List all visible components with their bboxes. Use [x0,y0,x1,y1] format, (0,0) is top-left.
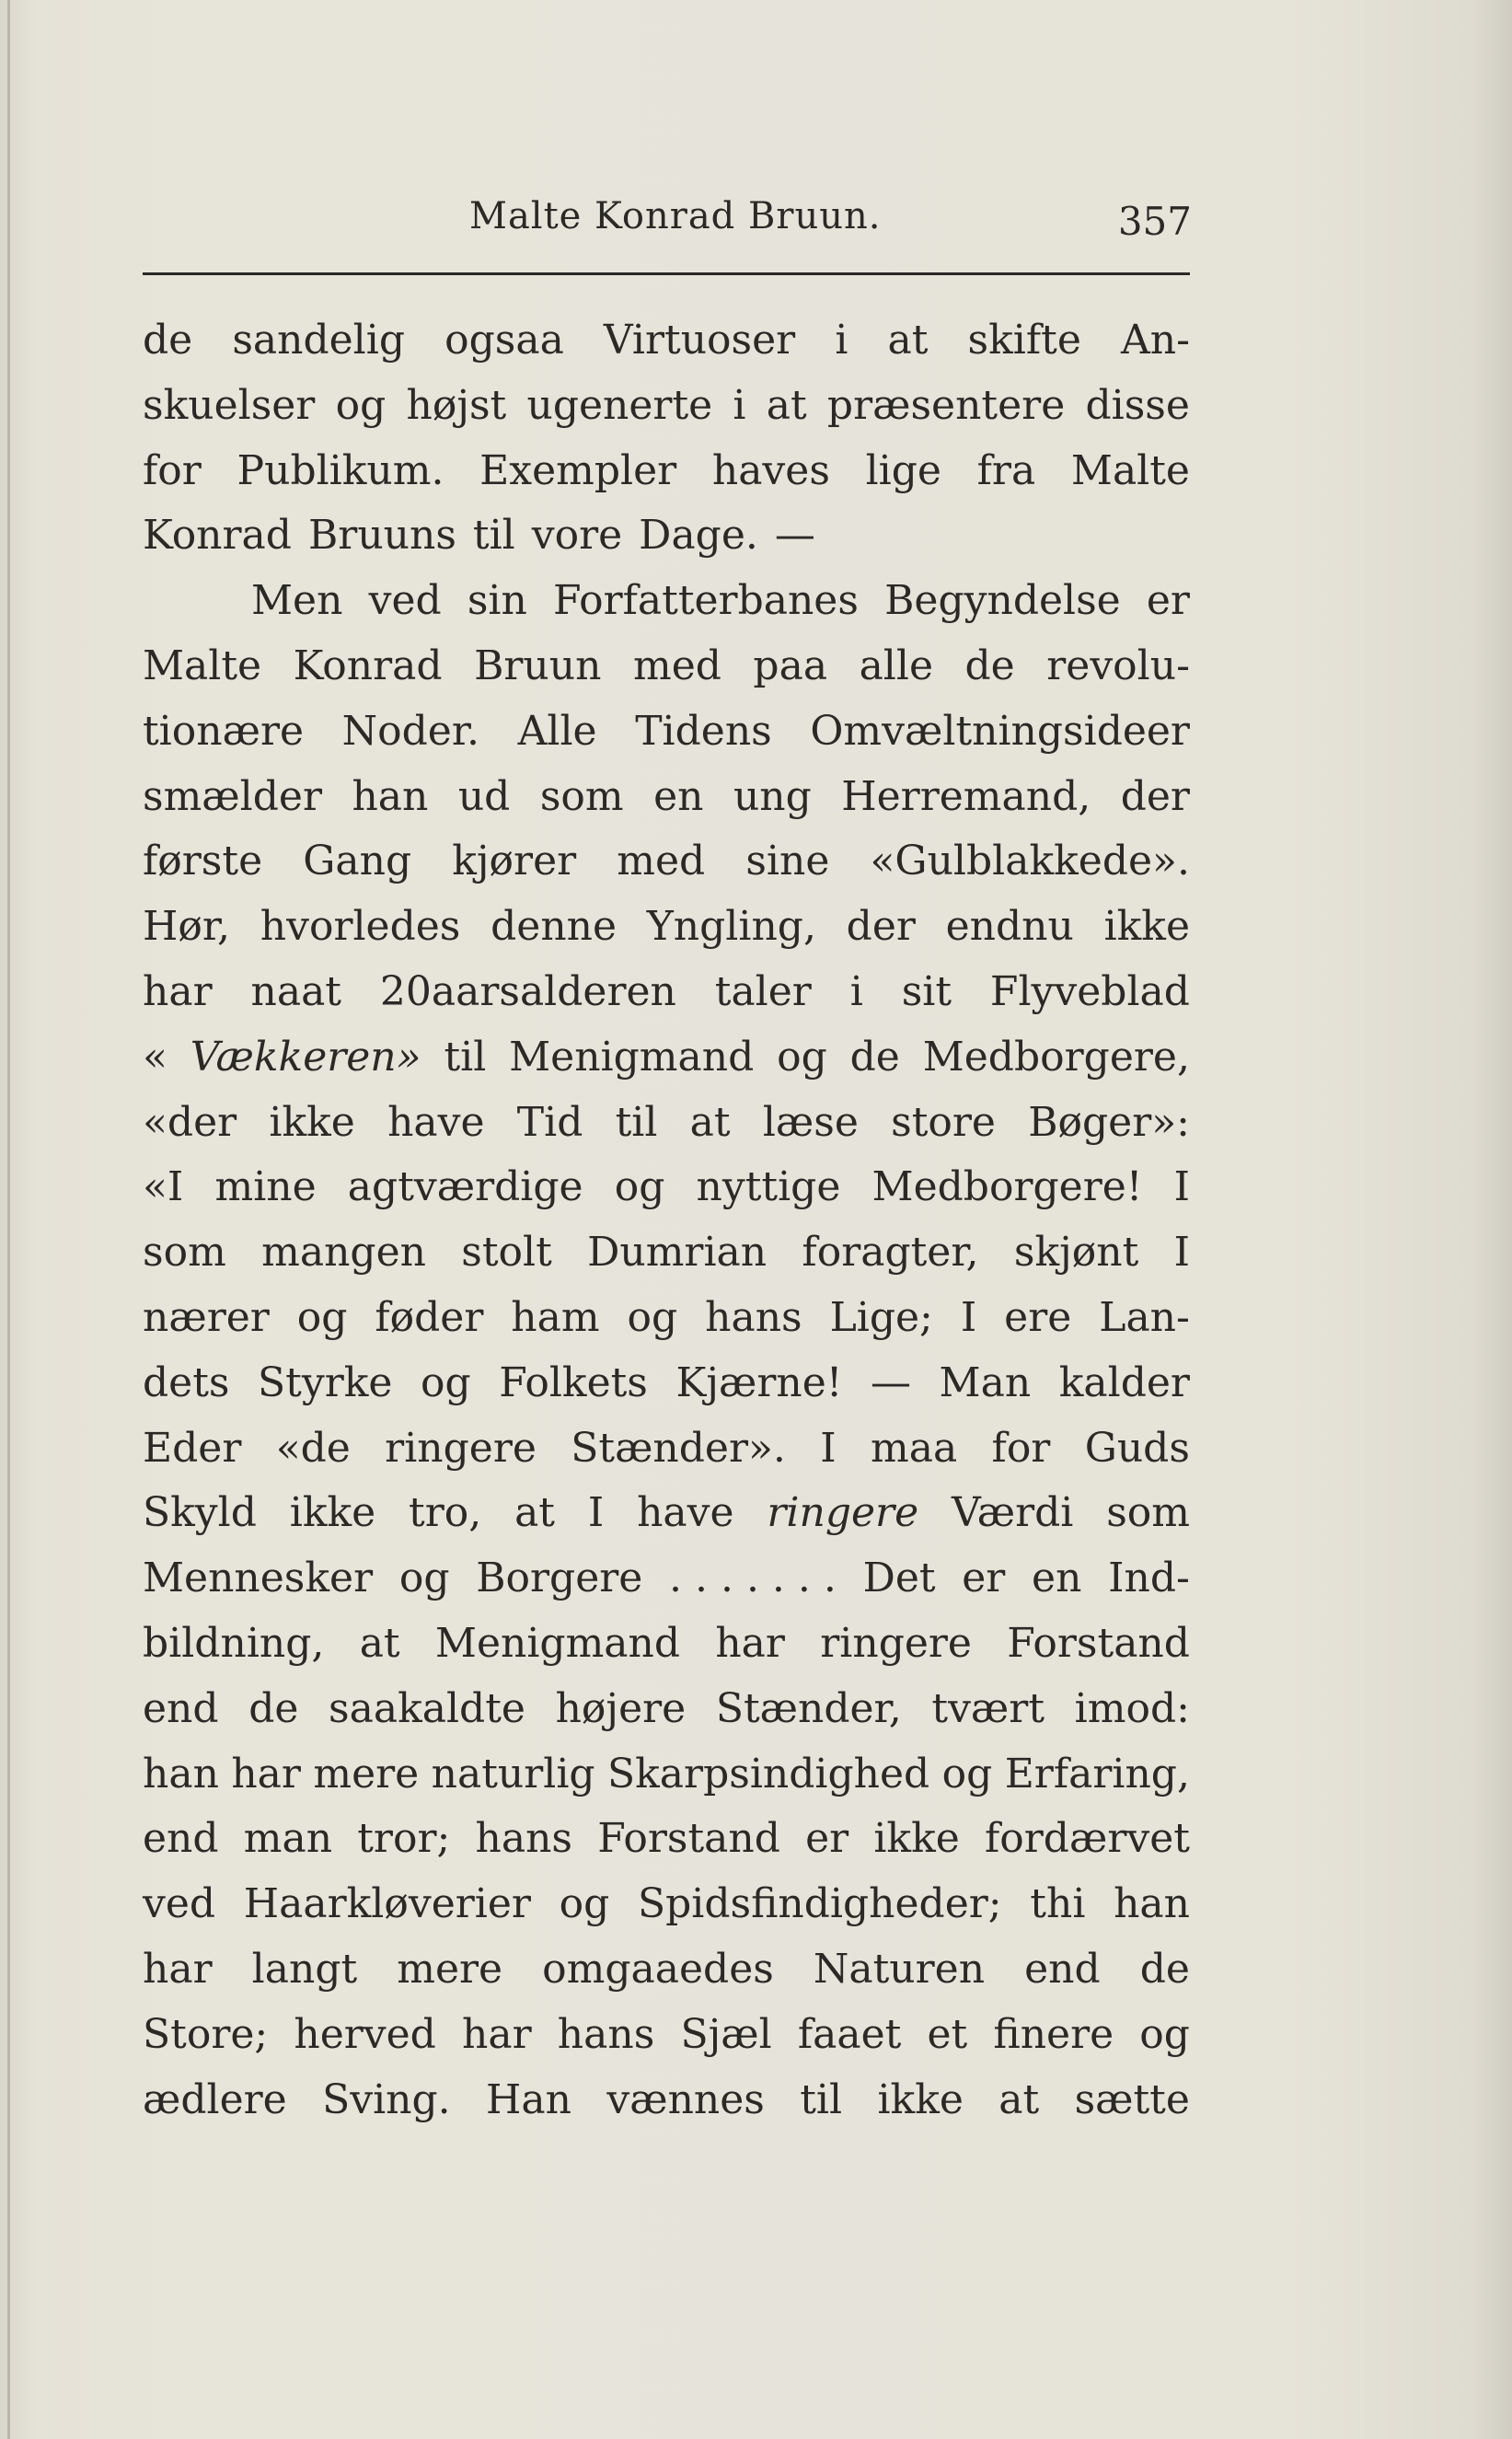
word: faaet [797,2010,902,2058]
text-line [143,1091,1190,1156]
text-line [143,569,1190,634]
word: Erfaring, [1004,1750,1190,1797]
word: Spidsfindigheder; [637,1880,1002,1928]
text-line [143,634,1190,699]
page-number: 357 [1117,199,1192,244]
word: ud [457,772,511,820]
word: vænnes [606,2075,765,2123]
word: Det [862,1555,936,1602]
word: Borgere [476,1555,643,1602]
word: Sjæl [680,2010,772,2058]
word: Herremand, [841,772,1091,820]
text-line [143,1416,1190,1482]
word: ikke [1103,903,1190,951]
word: og [296,1293,348,1341]
word: ham [511,1293,600,1341]
word: for [991,1424,1051,1472]
word: maa [871,1424,958,1472]
word: have [637,1489,734,1537]
word: de [1139,1945,1190,1993]
word: paa [753,642,828,689]
page-edge [7,0,10,2439]
word: I [587,1489,605,1537]
word: «der [143,1098,237,1146]
text-line [143,765,1190,830]
word: de [143,317,193,364]
word: sin [467,577,527,625]
word: Konrad [143,512,292,560]
word: Alle [517,707,597,755]
word: og [777,1033,827,1081]
word: Værdi [951,1489,1074,1537]
word: tror; [357,1815,451,1863]
word: «Gulblakkede». [870,838,1190,885]
word: I [960,1293,977,1341]
word: Konrad [293,642,443,689]
word: Menigmand [509,1033,755,1081]
word: at [359,1619,400,1667]
word: og [335,381,387,429]
word: Noder. [341,707,480,755]
word: Omvæltningsideer [810,707,1190,755]
word: Haarkløverier [243,1880,531,1928]
word: — [774,512,815,560]
word: Folkets [499,1358,648,1406]
word: Forstand [597,1815,780,1863]
text-line [143,895,1190,960]
word: Malte [1070,446,1190,494]
word: Publikum. [237,446,444,494]
word: han [143,1750,219,1797]
word: ringere [385,1424,537,1472]
word: er [1146,577,1190,625]
word: end [143,1684,219,1732]
word: have [387,1098,485,1146]
word: Vækkeren» [190,1033,421,1081]
word: har [462,2010,532,2058]
word: til [615,1098,658,1146]
word: ædlere [143,2075,287,2123]
text-line [143,439,1190,504]
word: Lige; [829,1293,933,1341]
word: at [766,381,807,429]
word: er [805,1815,849,1863]
word: Sving. [322,2075,451,2123]
word: Dage. [639,512,758,560]
word: føder [375,1293,484,1341]
word: bildning, [143,1619,325,1667]
word: har [143,1945,213,1993]
word: en [653,772,704,820]
word: med [632,642,721,689]
word: at [887,317,929,364]
word: tvært [931,1684,1045,1732]
word: revolu- [1046,642,1190,689]
word: sine [745,838,830,885]
word: Guds [1084,1424,1190,1472]
text-line [143,829,1190,895]
word: har [231,1750,301,1797]
word: herved [294,2010,436,2058]
word: denne [491,903,617,951]
text-line [143,1481,1190,1546]
word: til [800,2075,843,2123]
word: Men [251,577,343,625]
word: højere [555,1684,687,1732]
word: der [1120,772,1190,820]
word: og [627,1293,678,1341]
word: Skarpsindighed [607,1750,930,1797]
word: Lan- [1099,1293,1190,1341]
word: Medborgere, [922,1033,1190,1081]
word: vore [531,512,623,560]
text-line [143,1351,1190,1416]
word: Forstand [1007,1619,1190,1667]
word: nærer [143,1293,270,1341]
word: som [143,1229,226,1277]
word: har [715,1619,785,1667]
word: fra [976,446,1036,494]
word: omgaaedes [542,1945,774,1993]
text-line [143,1677,1190,1742]
word: « [143,1033,167,1081]
word: agtværdige [347,1163,583,1211]
word: i [733,381,746,429]
word: Hør, [143,903,231,951]
word: de [964,642,1015,689]
word: naat [250,967,341,1015]
word: taler [714,967,812,1015]
word: Stænder». [571,1424,786,1472]
text-line [143,1872,1190,1937]
word: «de [275,1424,351,1472]
word: ikke [269,1098,355,1146]
word: i [835,317,848,364]
text-line [143,1742,1190,1808]
word: sandelig [232,317,405,364]
running-title: Malte Konrad Bruun. [469,195,882,237]
word: store [891,1098,996,1146]
word: man [243,1815,333,1863]
word: stolt [461,1229,552,1277]
running-head [143,195,1192,250]
text-line [143,1286,1190,1351]
word: til [444,1033,487,1081]
word: hans [475,1815,573,1863]
word: som [1106,1489,1190,1537]
word: mere [397,1945,503,1993]
text-line [143,2003,1190,2068]
word: med [617,838,706,885]
word: at [514,1489,555,1537]
word: Bruuns [307,512,456,560]
text-line [143,960,1190,1025]
word: finere [993,2010,1114,2058]
text-line [143,1220,1190,1286]
text-line [143,374,1190,439]
word: skuelser [143,381,316,429]
word: naturlig [431,1750,595,1797]
word: haves [711,446,830,494]
word: Forfatterbanes [552,577,859,625]
word: mere [313,1750,420,1797]
header-rule [143,272,1190,275]
word: der [846,903,916,951]
word: ere [1004,1293,1072,1341]
word: ikke [289,1489,376,1537]
word: Bruun [474,642,602,689]
word: og [941,1750,993,1797]
word: et [927,2010,968,2058]
word: og [559,1880,610,1928]
word: tro, [409,1489,482,1537]
word: disse [1085,381,1190,429]
word: hvorledes [260,903,461,951]
word: I [820,1424,837,1472]
word: kjører [452,838,577,885]
word: sit [901,967,952,1015]
text-line [143,2068,1190,2133]
text-line [143,1155,1190,1220]
word: præsentere [826,381,1066,429]
word: I [1173,1163,1190,1211]
text-line [143,1937,1190,2003]
word: alle [859,642,933,689]
word: kalder [1058,1358,1190,1406]
word: mine [214,1163,317,1211]
word: Menigmand [434,1619,681,1667]
word: . . . . . . . [669,1555,837,1602]
word: Stænder, [715,1684,902,1732]
word: han [1114,1880,1190,1928]
word: end [1024,1945,1101,1993]
word: skifte [967,317,1081,364]
word: ikke [877,2075,964,2123]
word: og [1139,2010,1190,2058]
word: sætte [1074,2075,1190,2123]
word: Bøger»: [1028,1098,1190,1146]
word: som [539,772,624,820]
word: Man [939,1358,1032,1406]
text-line [143,1807,1190,1872]
text-line [143,1612,1190,1677]
word: at [689,1098,731,1146]
word: Mennesker [143,1555,374,1602]
word: end [143,1815,219,1863]
word: Eder [143,1424,242,1472]
word: Tidens [635,707,772,755]
word: An- [1120,317,1190,364]
word: imod: [1074,1684,1190,1732]
word: de [849,1033,900,1081]
text-line [143,503,1190,569]
word: smælder [143,772,322,820]
word: 20aarsalderen [379,967,676,1015]
word: ringere [767,1489,919,1537]
word: Gang [303,838,412,885]
word: til [472,512,515,560]
text-line [143,699,1190,765]
word: har [143,967,213,1015]
word: langt [251,1945,358,1993]
word: Kjærne! [675,1358,843,1406]
word: Ind- [1108,1555,1190,1602]
word: saakaldte [329,1684,525,1732]
word: «I [143,1163,184,1211]
word: foragter, [802,1229,979,1277]
text-line [143,1546,1190,1612]
word: og [421,1358,471,1406]
word: de [248,1684,299,1732]
word: Dumrian [587,1229,768,1277]
word: Han [486,2075,571,2123]
word: endnu [945,903,1074,951]
word: ved [143,1880,216,1928]
word: hans [705,1293,802,1341]
word: nyttige [696,1163,841,1211]
word: Virtuoser [603,317,796,364]
word: Malte [143,642,262,689]
word: Skyld [143,1489,257,1537]
word: hans [557,2010,655,2058]
text-line [143,1025,1190,1091]
word: læse [762,1098,859,1146]
word: han [352,772,429,820]
word: tionære [143,707,305,755]
word: Medborgere! [871,1163,1143,1211]
word: Begyndelse [884,577,1121,625]
word: ugenerte [526,381,713,429]
word: ved [368,577,442,625]
word: skjønt [1013,1229,1139,1277]
word: Exempler [479,446,677,494]
word: ringere [820,1619,972,1667]
word: Store; [143,2010,269,2058]
word: ogsaa [444,317,564,364]
word: og [398,1555,450,1602]
word: og [614,1163,665,1211]
word: ikke [873,1815,960,1863]
word: mangen [261,1229,426,1277]
word: Yngling, [646,903,816,951]
word: første [143,838,263,885]
word: dets [143,1358,230,1406]
word: i [849,967,863,1015]
word: Naturen [813,1945,986,1993]
word: er [962,1555,1006,1602]
word: at [998,2075,1040,2123]
word: Styrke [258,1358,393,1406]
word: fordærvet [985,1815,1190,1863]
word: en [1032,1555,1082,1602]
text-line [143,308,1190,374]
word: Flyveblad [989,967,1190,1015]
word: thi [1030,1880,1086,1928]
word: ung [733,772,812,820]
word: for [143,446,202,494]
body-text [143,308,1190,2133]
word: I [1173,1229,1190,1277]
word: — [870,1358,911,1406]
word: lige [865,446,941,494]
word: Tid [516,1098,583,1146]
word: højst [406,381,507,429]
